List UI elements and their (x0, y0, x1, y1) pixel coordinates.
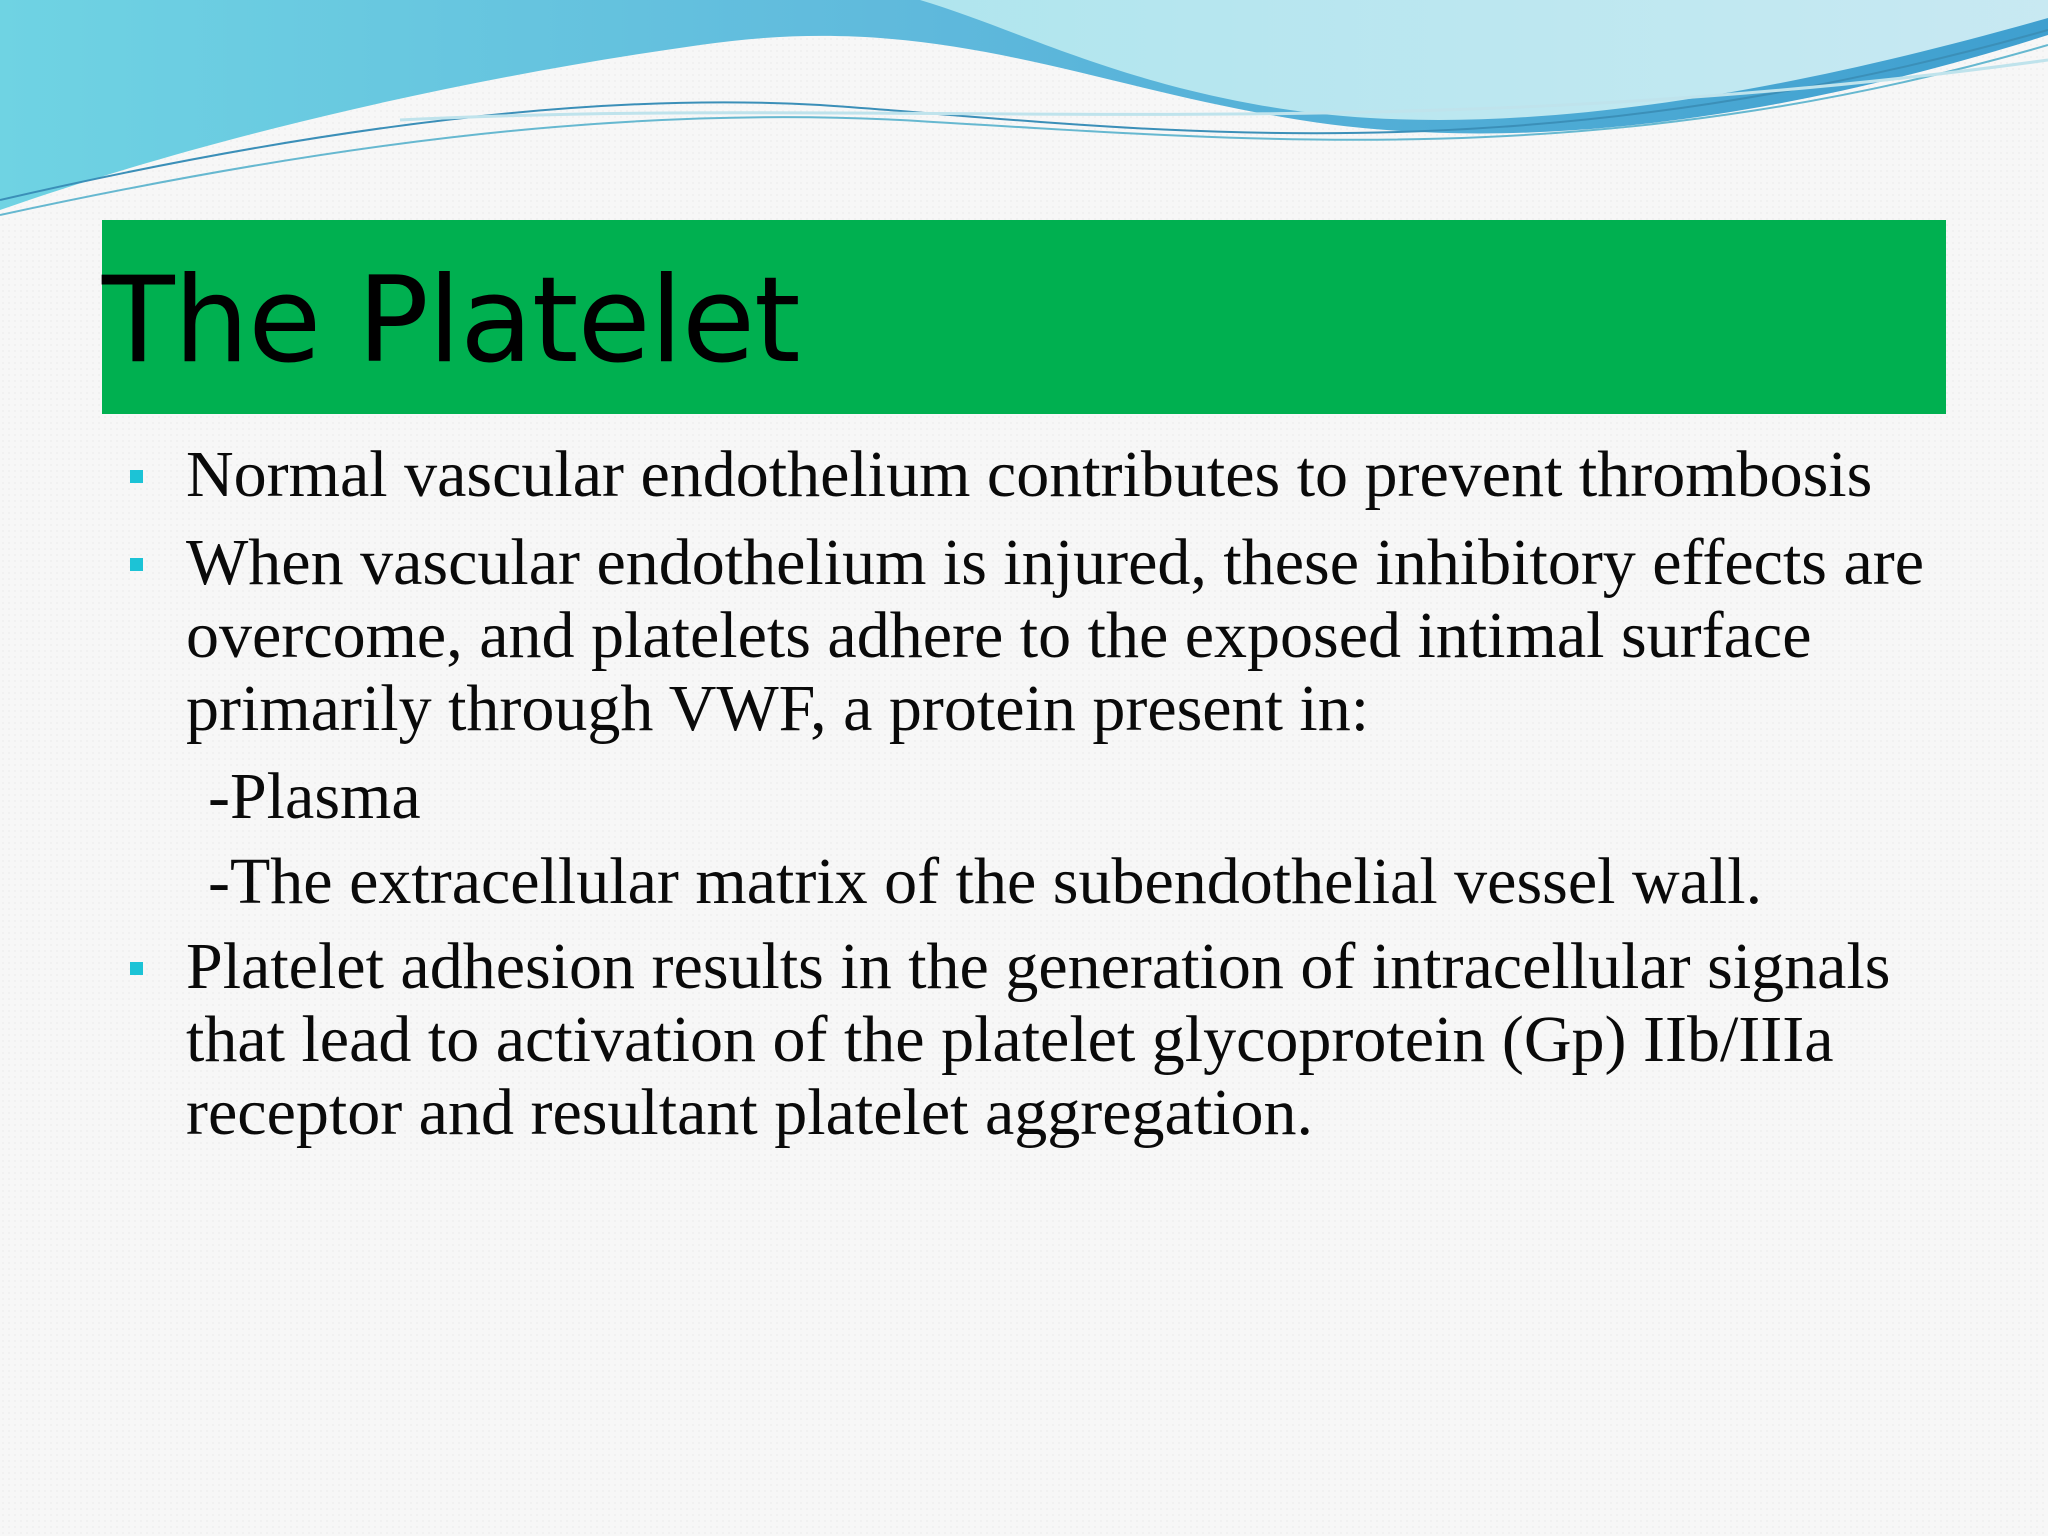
sub-item-plasma: -Plasma (208, 760, 421, 833)
bullet-item-1 (120, 438, 1960, 511)
square-bullet-icon (130, 558, 143, 571)
slide-content (120, 438, 1960, 1164)
square-bullet-icon (130, 470, 143, 483)
bullet-item-2 (120, 526, 1960, 745)
bullet-item-3 (120, 930, 1960, 1149)
sub-item-extracellular-matrix: -The extracellular matrix of the subendothelial vessel wall. (208, 845, 1763, 918)
bullet-text-1: Normal vascular endothelium contributes to prevent thrombosis (186, 438, 1873, 511)
bullet-text-2: When vascular endothelium is injured, these inhibitory effects are overcome, and platelets adhere to the exposed intimal surface primarily through VWF, a protein present in: (186, 526, 1925, 745)
decorative-wave-header (0, 0, 2048, 240)
title-bar (102, 220, 1946, 414)
slide-title: The Platelet (102, 252, 800, 390)
square-bullet-icon (130, 962, 143, 975)
bullet-text-3: Platelet adhesion results in the generation of intracellular signals that lead to activation of the platelet glycoprotein (Gp) IIb/IIIa receptor and resultant platelet aggregation. (186, 930, 1891, 1149)
